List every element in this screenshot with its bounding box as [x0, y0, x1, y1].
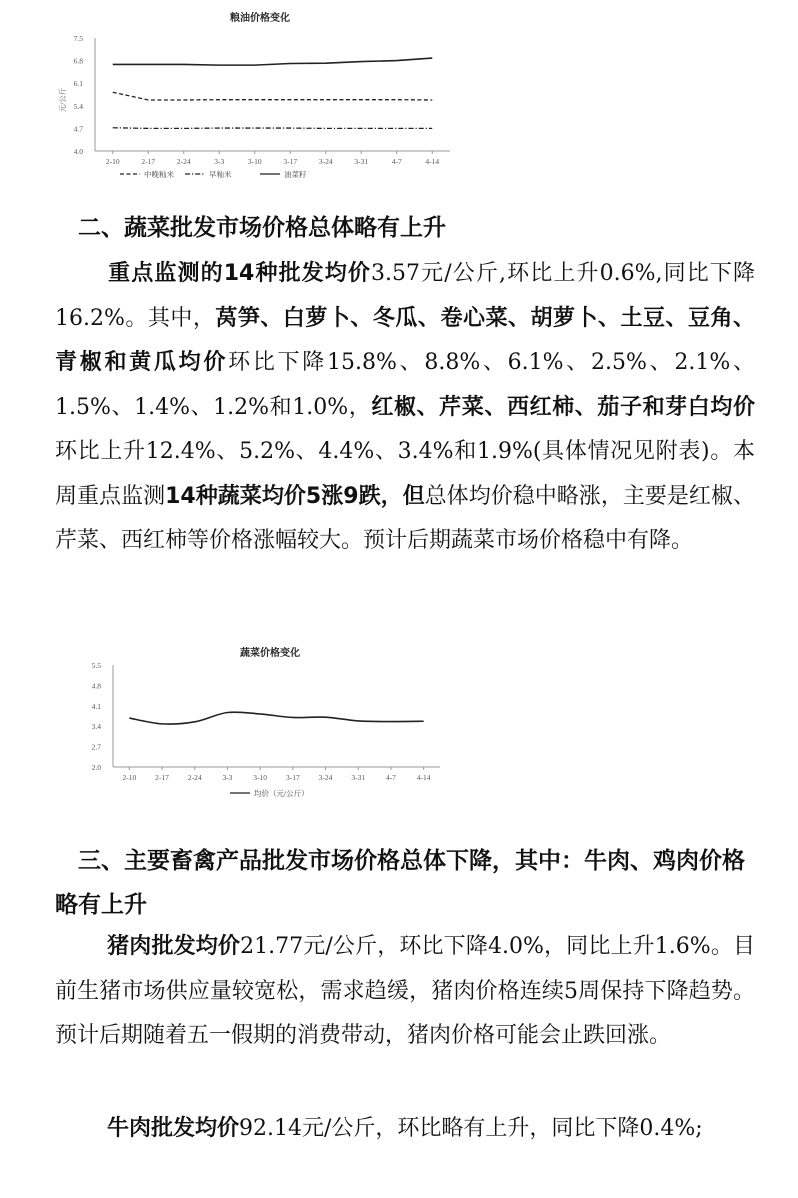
y-tick-label: 2.0 [91, 763, 101, 772]
x-tick-label: 3-10 [247, 157, 262, 166]
pork-paragraph [55, 925, 755, 1059]
x-tick-label: 3-10 [253, 773, 268, 782]
x-tick-label: 3-31 [354, 157, 369, 166]
y-tick-label: 7.5 [73, 34, 83, 43]
series-line [113, 128, 433, 129]
body-text: 环比下降15.8%、8.8%、6.1%、2.5%、2.1%、1.5%、1.4%、1.2%和1.0%， [55, 350, 755, 420]
y-tick-label: 4.1 [91, 701, 101, 711]
beef-paragraph-body [107, 1116, 703, 1141]
x-tick-label: 4-14 [416, 773, 431, 782]
beef-paragraph [55, 1107, 755, 1152]
y-tick-label: 4.0 [73, 147, 83, 156]
series-line [129, 712, 423, 724]
x-tick-label: 2-17 [155, 773, 169, 782]
x-tick-label: 2-10 [122, 773, 137, 782]
x-tick-label: 3-17 [283, 157, 298, 166]
emphasis-text: 莴笋、白萝卜、冬瓜、卷心菜、胡萝卜、土豆、豆角、青椒和黄瓜均价 [55, 305, 755, 375]
y-tick-label: 5.5 [91, 661, 101, 670]
y-tick-label: 5.4 [73, 101, 83, 111]
pork-paragraph-body [55, 934, 755, 1048]
x-tick-label: 3-17 [285, 773, 300, 782]
x-tick-label: 3-3 [214, 157, 225, 166]
emphasis-text: 14种蔬菜均价5涨9跌，但 [165, 483, 425, 509]
x-tick-label: 3-24 [318, 773, 333, 782]
vegetable-price-chart [45, 640, 465, 815]
emphasis-text: 红椒、芹菜、西红柿、茄子和芽白均价 [371, 394, 755, 420]
body-text: 92.14元/公斤，环比略有上升，同比下降0.4%; [239, 1116, 703, 1141]
x-tick-label: 3-3 [222, 773, 233, 782]
emphasis-text: 牛肉批发均价 [107, 1116, 240, 1141]
series-line [113, 58, 433, 65]
x-tick-label: 3-31 [351, 773, 366, 782]
vegetable-section-heading: 二、蔬菜批发市场价格总体略有上升 [78, 215, 446, 241]
chart-title: 蔬菜价格变化 [240, 648, 300, 659]
legend-label: 均价（元/公斤） [254, 789, 309, 798]
x-tick-label: 4-14 [425, 157, 440, 166]
body-text: 21.77元/公斤，环比下降4.0%，同比上升1.6%。目前生猪市场供应量较宽松，需求趋缓，猪肉价格连续5周保持下降趋势。预计后期随着五一假期的消费带动，猪肉价格可能会止跌回涨。 [55, 934, 755, 1048]
x-tick-label: 3-24 [318, 157, 333, 166]
x-tick-label: 2-17 [141, 157, 156, 166]
y-tick-label: 3.4 [91, 722, 101, 732]
legend-label: 中晚籼米 [144, 170, 174, 179]
y-axis-label: 元/公斤 [58, 87, 67, 113]
grain-oil-price-chart [45, 5, 465, 190]
x-tick-label: 4-7 [391, 157, 402, 166]
series-line [113, 92, 433, 100]
livestock-section-heading: 三、主要畜禽产品批发市场价格总体下降，其中：牛肉、鸡肉价格略有上升 [55, 848, 745, 918]
y-tick-label: 2.7 [91, 742, 101, 752]
y-tick-label: 6.1 [73, 79, 83, 89]
legend-label: 油菜籽 [284, 170, 307, 179]
vegetable-paragraph-body [55, 261, 755, 553]
y-tick-label: 4.7 [73, 124, 83, 134]
emphasis-text: 重点监测的14种批发均价 [107, 261, 372, 286]
y-tick-label: 6.8 [73, 56, 83, 66]
vegetable-paragraph [55, 252, 755, 564]
x-tick-label: 4-7 [385, 773, 396, 782]
legend-label: 早籼米 [209, 170, 232, 179]
x-tick-label: 2-24 [187, 773, 202, 782]
emphasis-text: 猪肉批发均价 [107, 934, 241, 959]
x-tick-label: 2-24 [176, 157, 191, 166]
body-text: 总体均价稳中略涨，主要是红椒、芹菜、西红柿等价格涨幅较大。预计后期蔬菜市场价格稳中有降。 [55, 483, 755, 553]
x-tick-label: 2-10 [105, 157, 120, 166]
y-tick-label: 4.8 [91, 681, 101, 691]
chart-title: 粮油价格变化 [230, 13, 290, 24]
body-text: 环比上升12.4%、5.2%、4.4%、3.4%和1.9%(具体情况见附表)。本周重点监测 [55, 439, 755, 509]
body-text: 3.57元/公斤,环比上升0.6%,同比下降16.2%。其中， [55, 261, 755, 331]
